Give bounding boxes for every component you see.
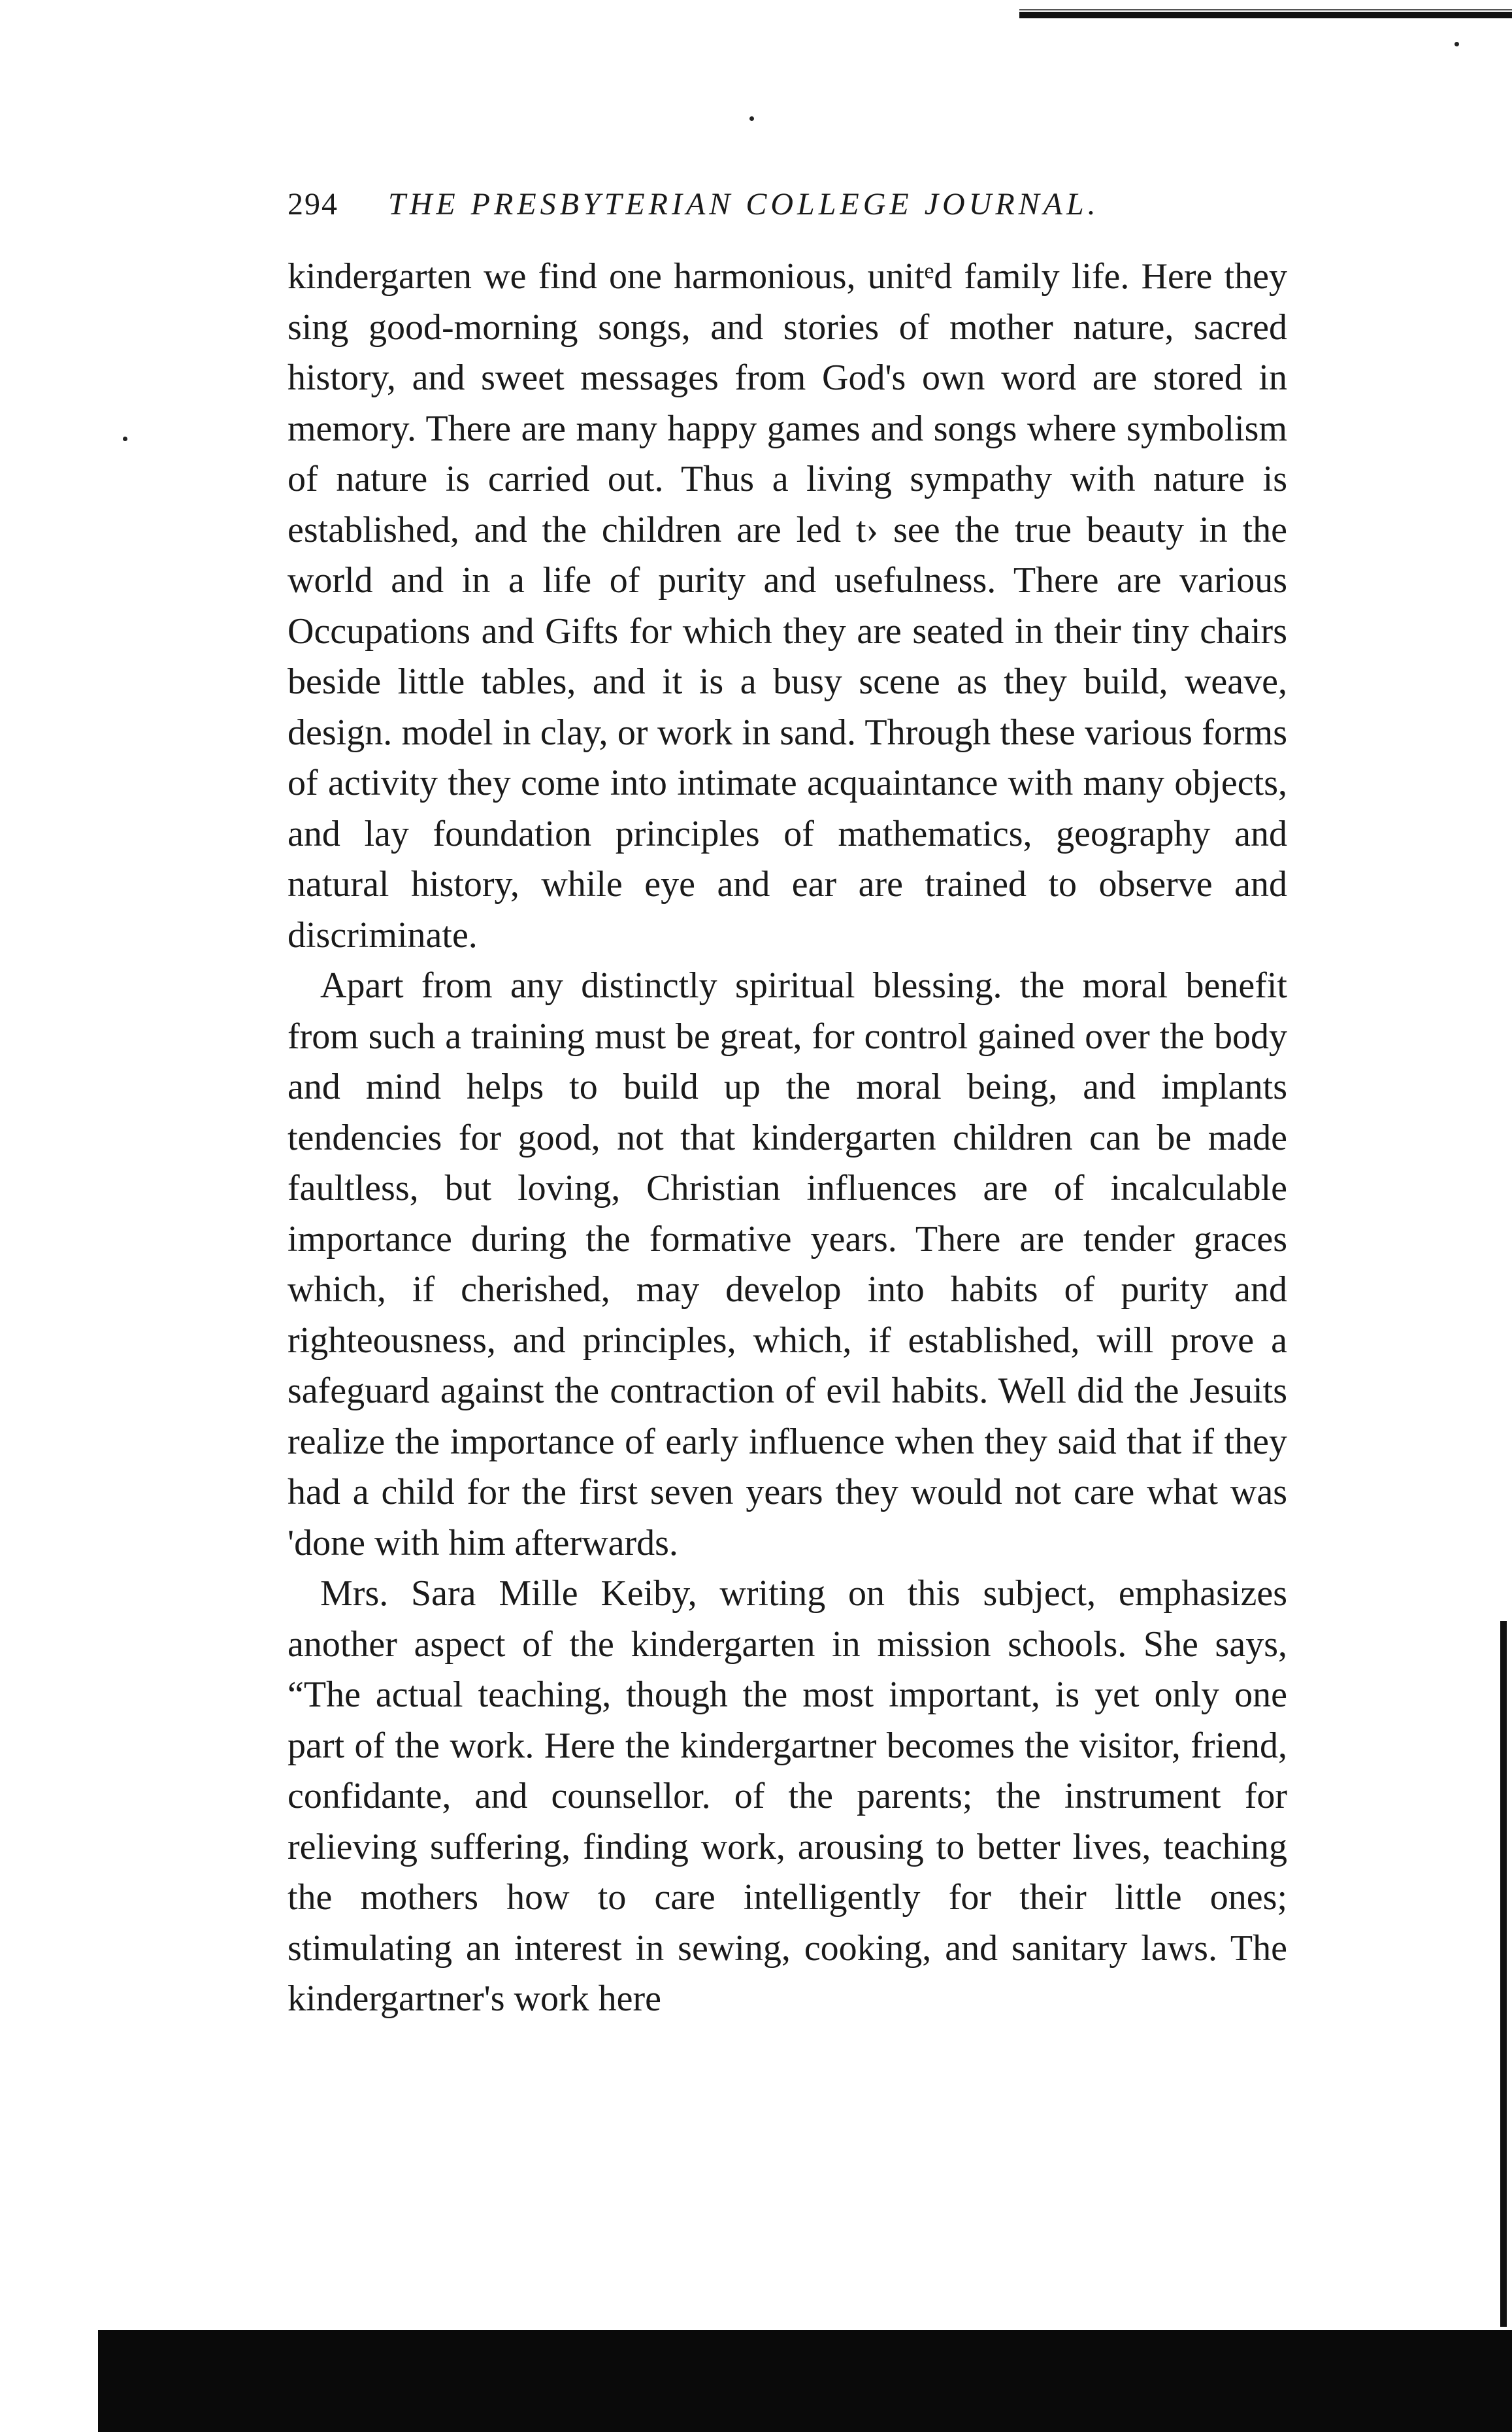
paragraph-continued: kindergarten we find one harmonious, unitᵉd family life. Here they sing good-morning songs, and stories of mother nature, sacred history, and sweet messages from God's own word are stored in memory. There are many happy games and songs where symbolism of nature is carried out. Thus a living sympathy with nature is established, and the children are led t› see the true beauty in the world and in a life of purity and usefulness. There are various Occupations and Gifts for which they are seated in their tiny chairs beside little tables, and it is a busy scene as they build, weave, design. model in clay, or work in sand. Through these various forms of activity they come into intimate acquaintance with many objects, and lay foundation principles of mathematics, geography and natural history, while eye and ear are trained to observe and discriminate. xyxy=(288,256,1287,956)
scan-edge-bar-bottom xyxy=(98,2330,1512,2432)
journal-title: THE PRESBYTERIAN COLLEGE JOURNAL. xyxy=(388,187,1100,222)
running-head xyxy=(288,182,1268,227)
scan-speck xyxy=(1454,42,1459,46)
paragraph-mission-schools: Mrs. Sara Mille Keiby, writing on this subject, emphasizes another aspect of the kindergarten in mission schools. She says, “The actual teaching, though the most important, is yet only one part of the work. Here the kindergartner becomes the visitor, friend, confidante, and counsellor. of the parents; the instrument for relieving suffering, finding work, arousing to better lives, teaching the mothers how to care intelligently for their little ones; stimulating an interest in sewing, cooking, and sanitary laws. The kindergartner's work here xyxy=(288,1573,1287,2019)
paragraph-moral-benefit: Apart from any distinctly spiritual blessing. the moral benefit from such a training must be great, for control gained over the body and mind helps to build up the moral being, and implants tendencies for good, not that kindergarten children can be made faultless, but loving, Christian influences are of incalculable importance during the formative years. There are tender graces which, if cherished, may develop into habits of purity and righteousness, and principles, which, if established, will prove a safeguard against the contraction of evil habits. Well did the Jesuits realize the importance of early influence when they said that if they had a child for the first seven years they would not care what was 'done with him afterwards. xyxy=(288,965,1287,1563)
body-text xyxy=(288,252,1287,2025)
scan-speck xyxy=(749,116,754,121)
scan-edge-rule xyxy=(1019,12,1512,18)
scan-edge-bar-right xyxy=(1500,1621,1507,2327)
page-number: 294 xyxy=(288,187,338,222)
scan-edge-rule-thin xyxy=(1019,9,1512,10)
scan-speck xyxy=(123,437,127,441)
